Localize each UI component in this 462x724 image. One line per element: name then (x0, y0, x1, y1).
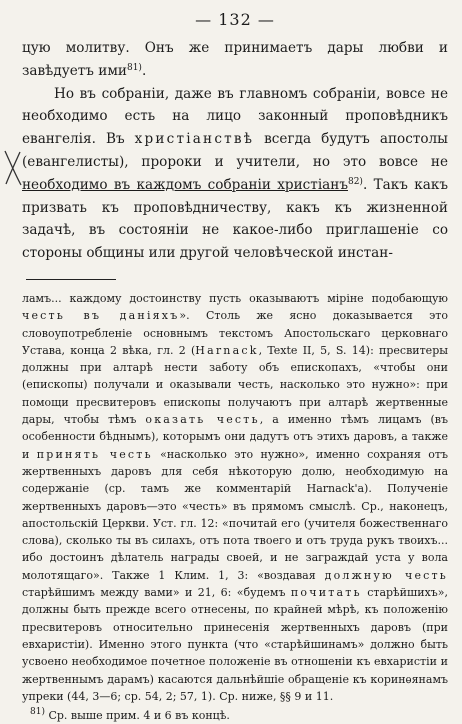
footnote-continuation (22, 290, 448, 705)
note-text: , а именно тѣмъ лицамъ (въ особенности бѣднымъ), которымъ они дадутъ отъ этихъ даровъ, а также и (22, 413, 449, 461)
spaced-word: христіанствѣ (134, 131, 255, 148)
note-spaced: принять честь (36, 447, 153, 461)
paragraph-continuation (22, 37, 448, 83)
paragraph-text-c: . Такъ какъ призвать къ проповѣдничеству, какъ къ жизненной задачѣ, въ состояніи не какое-либо приглашеніе со стороны общины или другой человѣческой инстан- (22, 176, 448, 262)
margin-pencil-mark (2, 148, 24, 188)
paragraph-text-b: всегда будутъ апостолы (евангелисты), пророки и учители, но это вовсе не (22, 131, 448, 170)
footnote-text: Ср. выше прим. 4 и 6 въ концѣ. (44, 709, 230, 723)
note-spaced: честь въ даніяхъ (22, 309, 180, 323)
page-number: — 132 — (195, 10, 275, 29)
main-text (22, 37, 448, 265)
paragraph-text-a: Но въ собраніи, даже въ главномъ собраніи, вовсе не необходимо есть на лицо законный проповѣдникъ евангелія. Въ (22, 85, 448, 148)
footnote-separator (26, 279, 116, 280)
footnotes (22, 290, 448, 724)
note-spaced: оказать честь (145, 413, 260, 427)
note-text: ламъ... каждому достоинству пусть оказываютъ міріне подобающую (22, 291, 448, 305)
note-spaced: Harnack (195, 343, 259, 357)
paragraph-text: цую молитву. Онъ же принимаетъ дары любви и завѣдуетъ ими (22, 40, 448, 79)
note-text: ». Столь же ясно доказывается это словоупотребленіе основнымъ текстомъ Апостольскаго церковнаго Устава, конца 2 вѣка, гл. 2 ( (22, 309, 448, 357)
paragraph-main (22, 83, 448, 265)
underlined-phrase: необходимо въ каждомъ собраніи христіанъ (22, 176, 348, 193)
note-spaced: должную честь (324, 568, 448, 582)
note-spaced: почитать (290, 586, 362, 600)
footnote-marker: 81) (30, 707, 45, 718)
footnote-ref-81: 81) (126, 62, 142, 73)
note-text: , Texte II, 5, S. 14): пресвитеры должны при алтарѣ нести заботу объ епископахъ, «чтобы они (епископы) получали и оказывали честь, насколько это нужно»: при помощи пресвитеровъ епископы получаютъ при алтарѣ жертвенные дары, чтобы тѣмъ (22, 343, 448, 427)
note-text: старѣйшихъ», должны быть прежде всего отнесены, по крайней мѣрѣ, къ положенію пресвитеровъ относительно принесенія жертвенныхъ даровъ (при евхаристіи). Именно этого пункта (что «старѣйшинамъ» должно быть усвоено необходимое почетное положеніе въ отношеніи къ евхаристіи и жертвеннымъ дарамъ) касаются дальнѣйшіе обращеніе къ коринѳянамъ упреки (44, 3—6; ср. 54, 2; 57, 1). Ср. ниже, §§ 9 и 11. (22, 586, 449, 703)
footnote-81 (22, 707, 448, 724)
paragraph-text-end: . (141, 62, 147, 79)
footnote-ref-82: 82) (347, 176, 363, 187)
note-text: «насколько это нужно», именно сохраняя отъ жертвенныхъ даровъ для себя нѣкоторую долю, необходимую на содержаніе (ср. тамъ же комментарій Harnack'а). Полученіе жертвенныхъ даровъ—это «честь» въ прямомъ смыслѣ. Ср., наконецъ, апостольскій Церкви. Уст. гл. 12: «почитай его (учителя божественнаго слова), сколько ты въ силахъ, отъ пота твоего и отъ труда рукъ твоихъ... ибо достоинъ дѣлатель награды своей, и не заграждай уста у вола молотящаго». Также 1 Клим. 1, 3: «воздавая (22, 447, 449, 582)
note-text: старѣйшимъ между вами» и 21, 6: «будемъ (22, 586, 291, 600)
